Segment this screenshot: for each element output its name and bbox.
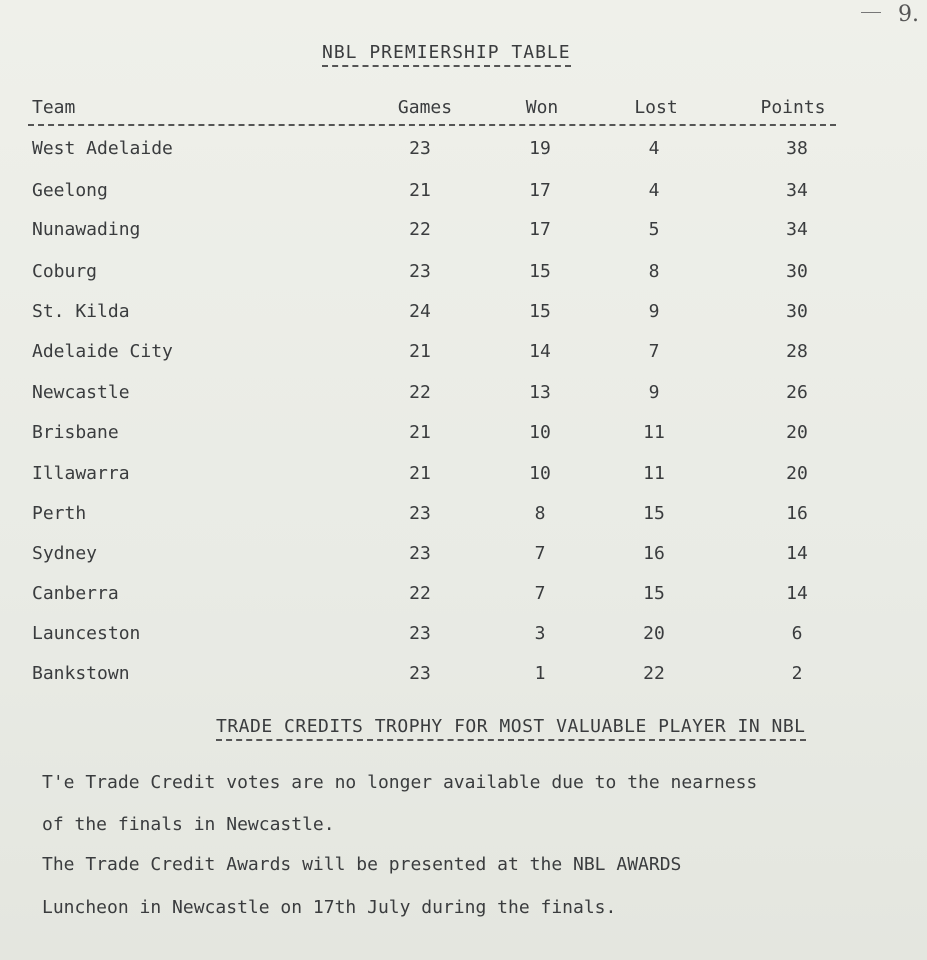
games-value: 23 bbox=[409, 663, 431, 684]
won-value: 19 bbox=[529, 138, 551, 159]
games-value: 23 bbox=[409, 138, 431, 159]
lost-value: 9 bbox=[648, 382, 660, 403]
won-value: 7 bbox=[534, 543, 546, 564]
won-value: 3 bbox=[534, 623, 546, 644]
table-row bbox=[0, 382, 927, 408]
won-value: 10 bbox=[529, 422, 551, 443]
trophy-line: T'e Trade Credit votes are no longer available due to the nearness bbox=[42, 772, 758, 793]
team-name: Adelaide City bbox=[32, 341, 173, 362]
table-row bbox=[0, 422, 927, 448]
games-value: 21 bbox=[409, 463, 431, 484]
lost-value: 7 bbox=[648, 341, 660, 362]
trophy-line: of the finals in Newcastle. bbox=[42, 814, 335, 835]
points-value: 38 bbox=[786, 138, 808, 159]
lost-value: 5 bbox=[648, 219, 660, 240]
team-name: West Adelaide bbox=[32, 138, 173, 159]
team-name: Coburg bbox=[32, 261, 98, 282]
points-value: 30 bbox=[786, 261, 808, 282]
table-row bbox=[0, 180, 927, 206]
header-team: Team bbox=[32, 97, 76, 118]
won-value: 14 bbox=[529, 341, 551, 362]
lost-value: 4 bbox=[648, 138, 660, 159]
trophy-title: TRADE CREDITS TROPHY FOR MOST VALUABLE PLAYER IN NBL bbox=[216, 716, 806, 741]
points-value: 34 bbox=[786, 219, 808, 240]
games-value: 23 bbox=[409, 261, 431, 282]
table-row bbox=[0, 301, 927, 327]
games-value: 22 bbox=[409, 219, 431, 240]
header-games: Games bbox=[397, 97, 453, 118]
games-value: 23 bbox=[409, 503, 431, 524]
won-value: 8 bbox=[534, 503, 546, 524]
points-value: 14 bbox=[786, 543, 808, 564]
table-row bbox=[0, 219, 927, 245]
team-name: St. Kilda bbox=[32, 301, 130, 322]
page-dash bbox=[861, 12, 881, 13]
points-value: 16 bbox=[786, 503, 808, 524]
points-value: 28 bbox=[786, 341, 808, 362]
lost-value: 22 bbox=[643, 663, 665, 684]
points-value: 14 bbox=[786, 583, 808, 604]
games-value: 22 bbox=[409, 382, 431, 403]
points-value: 6 bbox=[791, 623, 803, 644]
table-title: NBL PREMIERSHIP TABLE bbox=[322, 42, 571, 67]
table-row bbox=[0, 663, 927, 689]
won-value: 15 bbox=[529, 301, 551, 322]
trophy-line: Luncheon in Newcastle on 17th July during the finals. bbox=[42, 897, 617, 918]
team-name: Geelong bbox=[32, 180, 108, 201]
points-value: 30 bbox=[786, 301, 808, 322]
team-name: Perth bbox=[32, 503, 87, 524]
lost-value: 16 bbox=[643, 543, 665, 564]
trophy-line: The Trade Credit Awards will be presented at the NBL AWARDS bbox=[42, 854, 682, 875]
games-value: 22 bbox=[409, 583, 431, 604]
lost-value: 9 bbox=[648, 301, 660, 322]
table-row bbox=[0, 138, 927, 164]
points-value: 20 bbox=[786, 463, 808, 484]
games-value: 21 bbox=[409, 422, 431, 443]
games-value: 23 bbox=[409, 623, 431, 644]
table-row bbox=[0, 583, 927, 609]
header-rule bbox=[28, 124, 836, 126]
table-row bbox=[0, 261, 927, 287]
page-number: 9. bbox=[898, 2, 919, 27]
header-lost: Lost bbox=[634, 97, 678, 118]
table-row bbox=[0, 543, 927, 569]
points-value: 20 bbox=[786, 422, 808, 443]
won-value: 17 bbox=[529, 219, 551, 240]
points-value: 34 bbox=[786, 180, 808, 201]
table-header bbox=[0, 97, 927, 123]
lost-value: 15 bbox=[643, 583, 665, 604]
lost-value: 20 bbox=[643, 623, 665, 644]
lost-value: 11 bbox=[643, 463, 665, 484]
table-row bbox=[0, 623, 927, 649]
team-name: Launceston bbox=[32, 623, 141, 644]
team-name: Illawarra bbox=[32, 463, 130, 484]
team-name: Sydney bbox=[32, 543, 98, 564]
lost-value: 8 bbox=[648, 261, 660, 282]
won-value: 13 bbox=[529, 382, 551, 403]
points-value: 26 bbox=[786, 382, 808, 403]
games-value: 21 bbox=[409, 180, 431, 201]
header-points: Points bbox=[760, 97, 826, 118]
table-row bbox=[0, 503, 927, 529]
won-value: 15 bbox=[529, 261, 551, 282]
team-name: Bankstown bbox=[32, 663, 130, 684]
team-name: Canberra bbox=[32, 583, 119, 604]
team-name: Nunawading bbox=[32, 219, 141, 240]
lost-value: 15 bbox=[643, 503, 665, 524]
won-value: 1 bbox=[534, 663, 546, 684]
games-value: 21 bbox=[409, 341, 431, 362]
table-row bbox=[0, 463, 927, 489]
team-name: Brisbane bbox=[32, 422, 119, 443]
won-value: 7 bbox=[534, 583, 546, 604]
games-value: 23 bbox=[409, 543, 431, 564]
games-value: 24 bbox=[409, 301, 431, 322]
table-row bbox=[0, 341, 927, 367]
won-value: 17 bbox=[529, 180, 551, 201]
won-value: 10 bbox=[529, 463, 551, 484]
team-name: Newcastle bbox=[32, 382, 130, 403]
points-value: 2 bbox=[791, 663, 803, 684]
lost-value: 4 bbox=[648, 180, 660, 201]
lost-value: 11 bbox=[643, 422, 665, 443]
header-won: Won bbox=[525, 97, 559, 118]
